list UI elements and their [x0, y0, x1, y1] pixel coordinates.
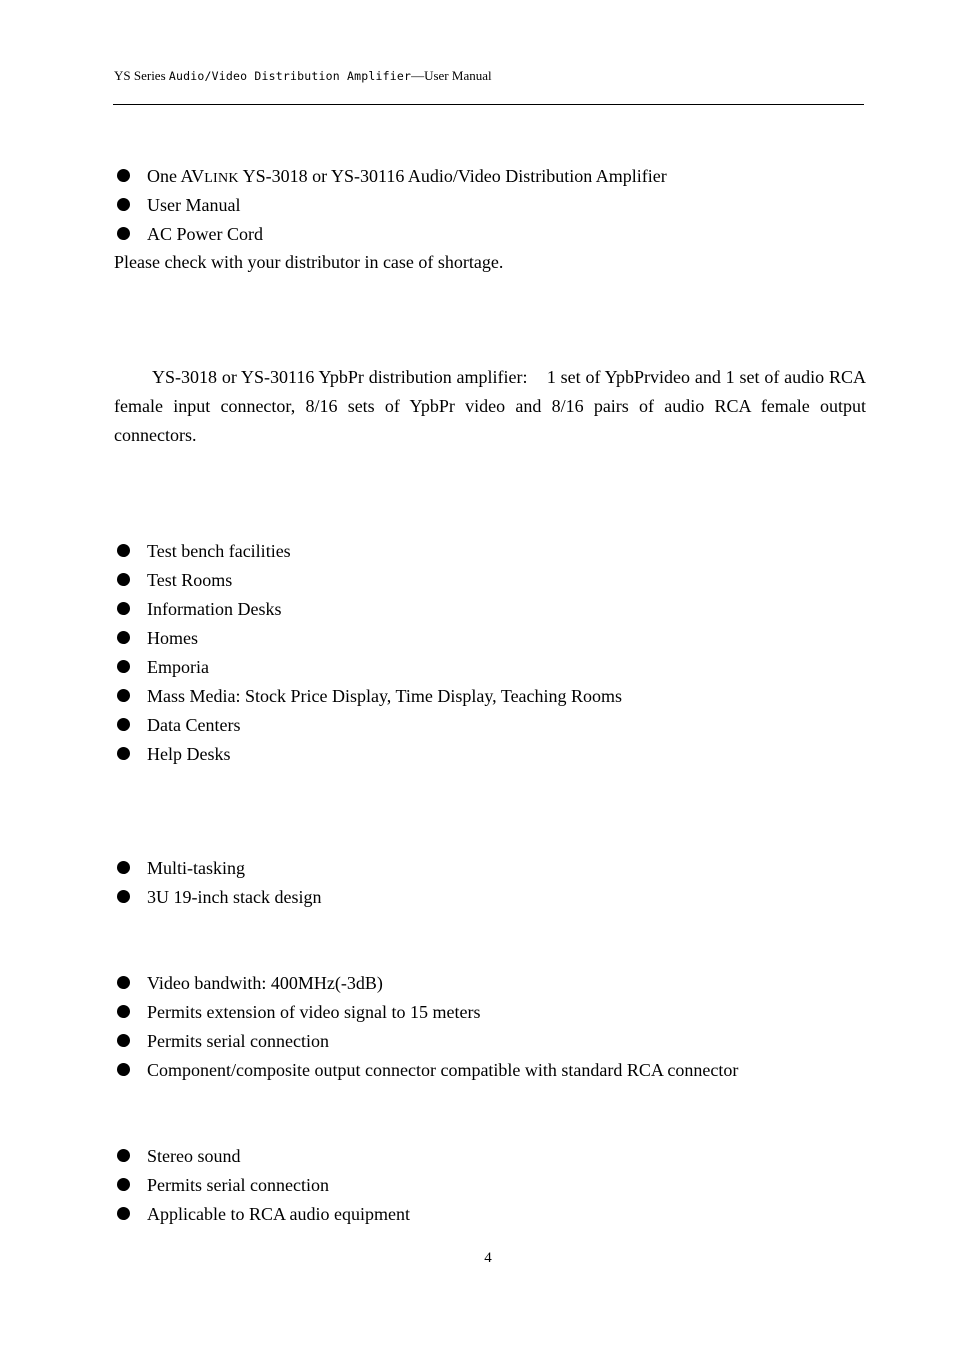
- list-item: Permits extension of video signal to 15 meters: [114, 998, 738, 1027]
- list-item: Permits serial connection: [114, 1027, 738, 1056]
- bullet-icon: [117, 1149, 130, 1162]
- list-item: Test Rooms: [114, 566, 622, 595]
- list-item: Homes: [114, 624, 622, 653]
- list-item: Multi-tasking: [114, 854, 321, 883]
- header-series: YS Series: [114, 68, 169, 83]
- bullet-icon: [117, 227, 130, 240]
- header-dash: —: [411, 68, 425, 83]
- header-product: Audio/Video Distribution Amplifier: [168, 69, 412, 83]
- list-item: Applicable to RCA audio equipment: [114, 1200, 410, 1229]
- bullet-icon: [117, 1178, 130, 1191]
- bullet-icon: [117, 169, 130, 182]
- list-item: Stereo sound: [114, 1142, 410, 1171]
- bullet-icon: [117, 1063, 130, 1076]
- audio-features-list: [114, 1142, 410, 1229]
- list-item: Information Desks: [114, 595, 622, 624]
- bullet-icon: [117, 976, 130, 989]
- list-item: User Manual: [114, 191, 667, 220]
- list-item: Permits serial connection: [114, 1171, 410, 1200]
- list-item: Data Centers: [114, 711, 622, 740]
- page-number: 4: [484, 1250, 492, 1266]
- applications-list: [114, 537, 622, 769]
- video-features-list: [114, 969, 738, 1085]
- shortage-note: Please check with your distributor in case of shortage.: [114, 252, 504, 272]
- bullet-icon: [117, 861, 130, 874]
- package-contents-list: [114, 162, 667, 249]
- list-item: One AVLINK YS-3018 or YS-30116 Audio/Video Distribution Amplifier: [114, 162, 667, 191]
- bullet-icon: [117, 198, 130, 211]
- bullet-icon: [117, 890, 130, 903]
- bullet-icon: [117, 1034, 130, 1047]
- list-item: Emporia: [114, 653, 622, 682]
- bullet-icon: [117, 689, 130, 702]
- list-item: Component/composite output connector compatible with standard RCA connector: [114, 1056, 738, 1085]
- running-header: [114, 68, 492, 84]
- bullet-icon: [117, 718, 130, 731]
- bullet-icon: [117, 544, 130, 557]
- list-item: 3U 19-inch stack design: [114, 883, 321, 912]
- list-item: Test bench facilities: [114, 537, 622, 566]
- bullet-icon: [117, 573, 130, 586]
- header-divider: [113, 104, 864, 105]
- bullet-icon: [117, 631, 130, 644]
- header-doc-title: User Manual: [424, 68, 492, 83]
- list-item: Video bandwith: 400MHz(-3dB): [114, 969, 738, 998]
- product-description: YS-3018 or YS-30116 YpbPr distribution amplifier: 1 set of YpbPrvideo and 1 set of audio RCA female input connector, 8/16 sets of YpbPr video and 8/16 pairs of audio RCA female output connectors.: [114, 367, 866, 445]
- list-item: Mass Media: Stock Price Display, Time Display, Teaching Rooms: [114, 682, 622, 711]
- list-item: AC Power Cord: [114, 220, 667, 249]
- brand-name: LINK: [204, 171, 239, 186]
- bullet-icon: [117, 1005, 130, 1018]
- list-item: Help Desks: [114, 740, 622, 769]
- bullet-icon: [117, 747, 130, 760]
- bullet-icon: [117, 602, 130, 615]
- bullet-icon: [117, 1207, 130, 1220]
- bullet-icon: [117, 660, 130, 673]
- features-list: [114, 854, 321, 912]
